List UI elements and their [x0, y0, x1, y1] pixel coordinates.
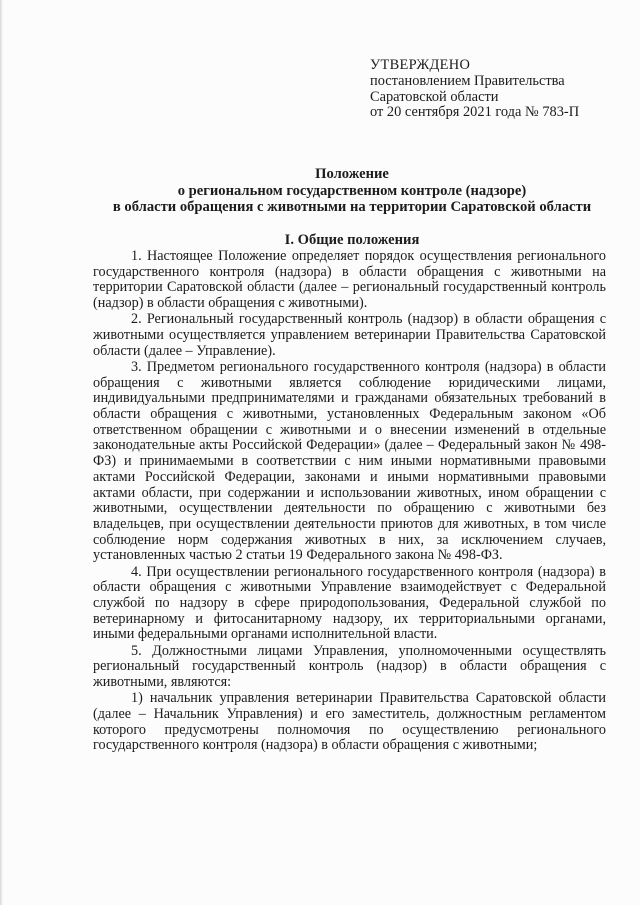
paragraph-1: 1. Настоящее Положение определяет порядок осуществления регионального государственного контроля (надзора) в области обращения с животными на территории Саратовской области (далее – региональный государственный контроль (надзор) в области обращения с животными). [93, 248, 606, 312]
approval-line-date-number: от 20 сентября 2021 года № 783-П [370, 104, 580, 121]
title-line-2: о региональном государственном контроле (надзоре) [177, 182, 527, 199]
document-title [92, 166, 612, 216]
paragraph-3: 3. Предметом регионального государственного контроля (надзора) в области обращения с животными является соблюдение юридическими лицами, индивидуальными предпринимателями и гражданами обязательных требований в области обращения с животными, установленных Федеральным законом «Об ответственном обращении с животными и о внесении изменений в отдельные законодательные акты Российской Федерации» (далее – Федеральный закон № 498-ФЗ) и принимаемыми в соответствии с ним иными нормативными правовыми актами Российской Федерации, законами и иными нормативными правовыми актами области, при содержании и использовании животных, ином обращении с животными, осуществлении деятельности по обращению с животными без владельцев, при осуществлении деятельности приютов для животных, в том числе соблюдение норм содержания животных в них, за исключением случаев, установленных частью 2 статьи 19 Федерального закона № 498-ФЗ. [93, 358, 606, 564]
approval-line-region: Саратовской области [370, 88, 499, 105]
approval-line-resolution: постановлением Правительства [370, 72, 565, 89]
document-body [93, 249, 606, 755]
approval-stamp [370, 58, 632, 121]
subparagraph-1: 1) начальник управления ветеринарии Правительства Саратовской области (далее – Начальник Управления) и его заместитель, должностным регламентом которого предусмотрены полномочия по осуществлению регионального государственного контроля (надзора) в области обращения с животными; [93, 690, 606, 754]
scan-edge-shadow [0, 0, 3, 905]
title-line-1: Положение [315, 166, 389, 182]
paragraph-4: 4. При осуществлении регионального государственного контроля (надзора) в области обращения с животными Управление взаимодействует с Федеральной службой по надзору в сфере природопользования, Федеральной службой по ветеринарному и фитосанитарному надзору, их территориальными органами, иными федеральными органами исполнительной власти. [93, 563, 606, 643]
title-line-3: в области обращения с животными на территории Саратовской области [112, 199, 592, 215]
section-heading: I. Общие положения [284, 232, 420, 248]
paragraph-5: 5. Должностными лицами Управления, уполномоченными осуществлять региональный государственный контроль (надзор) в области обращения с животными, являются: [93, 642, 606, 690]
approval-line-approved: УТВЕРЖДЕНО [370, 57, 471, 73]
paragraph-2: 2. Региональный государственный контроль (надзор) в области обращения с животными осуществляется управлением ветеринарии Правительства Саратовской области (далее – Управление). [93, 311, 606, 359]
